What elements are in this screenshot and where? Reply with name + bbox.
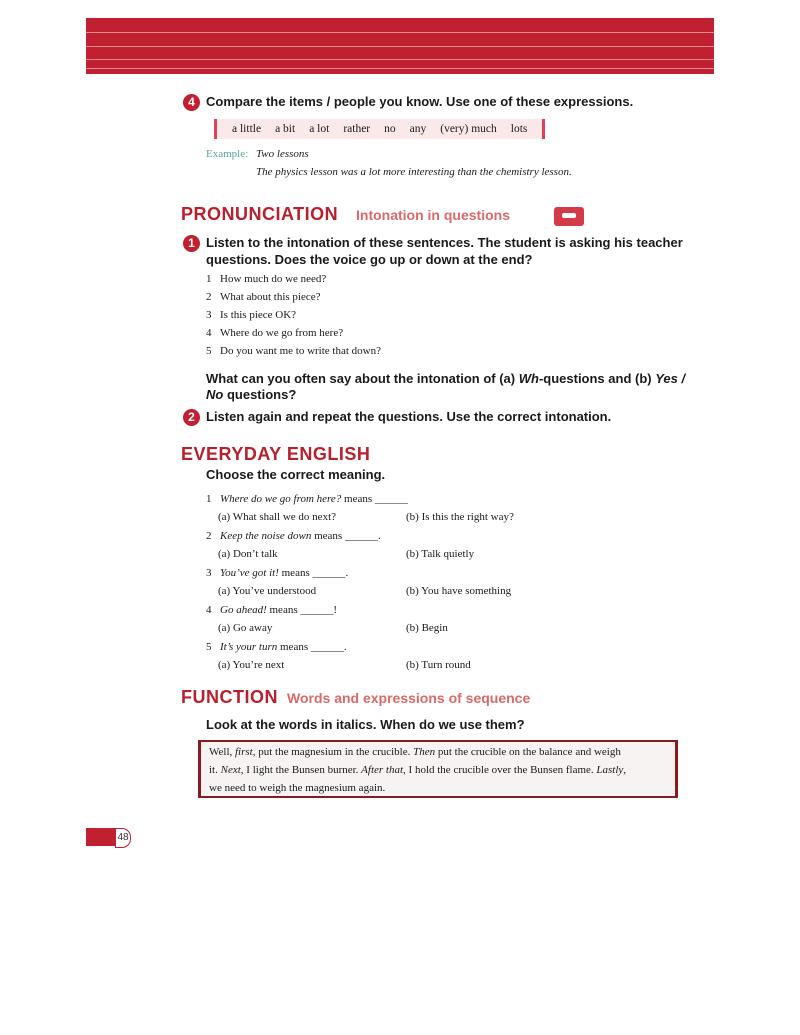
audio-cd-icon[interactable]: [554, 207, 584, 226]
header-stripe: [86, 59, 714, 60]
expression-item: a little: [232, 123, 262, 135]
option-a[interactable]: (a) You’ve understood: [218, 585, 317, 597]
sentence-row: [206, 273, 326, 285]
header-band: [86, 18, 714, 74]
option-b[interactable]: (b) Is this the right way?: [406, 511, 514, 523]
option-b[interactable]: (b) Turn round: [406, 659, 471, 671]
function-box-bottom-border: [201, 796, 675, 798]
sentence-number: 3: [206, 309, 212, 321]
header-stripe: [86, 46, 714, 47]
function-text-box: [198, 740, 678, 798]
option-b[interactable]: (b) Begin: [406, 622, 448, 634]
sentence-number: 2: [206, 291, 212, 303]
function-text-line: [209, 782, 385, 794]
intonation-question-text: questions?: [223, 387, 297, 402]
function-text-line: [209, 764, 626, 776]
exercise-4-heading: [183, 94, 633, 111]
everyday-item: [206, 493, 408, 505]
sentence-text: Do you want me to write that down?: [220, 345, 381, 357]
everyday-item-number: 2: [206, 530, 212, 542]
sentence-row: [206, 327, 343, 339]
everyday-item-number: 5: [206, 641, 212, 653]
everyday-english-title: EVERYDAY ENGLISH: [181, 444, 371, 464]
example-label: Example:: [206, 148, 249, 160]
expression-list: [217, 119, 542, 139]
pronunciation-title: PRONUNCIATION: [181, 204, 339, 224]
everyday-item-number: 4: [206, 604, 212, 616]
page-number-tab: [86, 828, 116, 846]
expression-item: any: [409, 123, 427, 135]
function-text-segment: ,: [623, 764, 627, 776]
exercise-number-badge: 4: [183, 94, 200, 111]
everyday-item-phrase: Where do we go from here?: [220, 493, 342, 505]
sequence-word: first: [235, 746, 253, 758]
sentence-number: 1: [206, 273, 212, 285]
everyday-item: [206, 641, 347, 653]
everyday-english-instruction: Choose the correct meaning.: [206, 467, 386, 482]
example-prompt: Two lessons: [256, 148, 309, 160]
everyday-item: [206, 604, 337, 616]
everyday-item-means: means ______: [341, 493, 408, 505]
intonation-question-yes: Yes /: [655, 371, 686, 386]
intonation-question-text: What can you often say about the intonation of (a): [206, 371, 519, 386]
function-text-segment: , I light the Bunsen burner.: [240, 764, 362, 776]
page-number: 48: [115, 828, 131, 848]
sentence-row: [206, 345, 381, 357]
everyday-item-phrase: It’s your turn: [220, 641, 278, 653]
pronunciation-ex1-line2: questions. Does the voice go up or down at the end?: [206, 252, 533, 268]
pronunciation-ex2-heading: [183, 409, 611, 426]
sentence-row: [206, 309, 296, 321]
intonation-question-no: No: [206, 387, 224, 402]
option-b[interactable]: (b) Talk quietly: [406, 548, 475, 560]
example-sentence: The physics lesson was a lot more interesting than the chemistry lesson.: [256, 166, 572, 178]
everyday-item: [206, 530, 381, 542]
expression-item: lots: [510, 123, 528, 135]
pronunciation-subtitle: Intonation in questions: [356, 207, 510, 223]
function-text-segment: Well,: [209, 746, 235, 758]
everyday-item-phrase: You’ve got it!: [220, 567, 279, 579]
sequence-word: Next: [220, 764, 241, 776]
function-text-segment: we need to weigh the magnesium again.: [209, 782, 386, 794]
function-subtitle: Words and expressions of sequence: [287, 690, 531, 706]
sequence-word: Then: [413, 746, 436, 758]
function-instruction: Look at the words in italics. When do we use them?: [206, 717, 525, 732]
option-a[interactable]: (a) Don’t talk: [218, 548, 278, 560]
intonation-question: [206, 371, 685, 403]
intonation-question-text: -questions and (b): [538, 371, 656, 386]
everyday-item-means: means ______.: [311, 530, 381, 542]
function-text-line: [209, 746, 621, 758]
sentence-text: Where do we go from here?: [220, 327, 344, 339]
function-text-segment: it.: [209, 764, 221, 776]
sequence-word: After that: [361, 764, 404, 776]
sentence-row: [206, 291, 321, 303]
expression-box: [214, 118, 545, 140]
everyday-item-means: means ______.: [278, 567, 349, 579]
header-stripe: [86, 68, 714, 69]
function-text-segment: put the crucible on the balance and weigh: [435, 746, 621, 758]
option-a[interactable]: (a) What shall we do next?: [218, 511, 337, 523]
exercise-number-badge: 2: [183, 409, 200, 426]
pronunciation-ex1-heading: [183, 235, 683, 268]
sentence-text: Is this piece OK?: [220, 309, 297, 321]
pronunciation-ex2-instruction: Listen again and repeat the questions. Use the correct intonation.: [206, 409, 612, 424]
pronunciation-ex1-line1: Listen to the intonation of these sentences. The student is asking his teacher: [206, 235, 683, 250]
everyday-item-phrase: Keep the noise down: [220, 530, 312, 542]
option-a[interactable]: (a) Go away: [218, 622, 273, 634]
function-text-segment: , put the magnesium in the crucible.: [252, 746, 414, 758]
sequence-word: Lastly: [596, 764, 624, 776]
header-stripe: [86, 32, 714, 33]
function-text-segment: , I hold the crucible over the Bunsen flame.: [403, 764, 597, 776]
everyday-item-number: 3: [206, 567, 212, 579]
exercise-4-instruction: Compare the items / people you know. Use one of these expressions.: [206, 94, 634, 109]
expression-item: (very) much: [440, 123, 497, 135]
everyday-item: [206, 567, 348, 579]
everyday-item-phrase: Go ahead!: [220, 604, 267, 616]
sentence-text: What about this piece?: [220, 291, 321, 303]
everyday-item-means: means ______!: [266, 604, 338, 616]
audio-cd-icon-slot: [562, 213, 576, 218]
expression-item: a bit: [275, 123, 296, 135]
expression-item: no: [384, 123, 396, 135]
function-box-top-border: [201, 740, 675, 742]
expression-item: a lot: [309, 123, 330, 135]
expression-box-right-bar: [542, 119, 545, 139]
everyday-item-number: 1: [206, 493, 212, 505]
everyday-item-means: means ______.: [277, 641, 347, 653]
expression-item: rather: [343, 123, 371, 135]
sentence-text: How much do we need?: [220, 273, 327, 285]
option-b[interactable]: (b) You have something: [406, 585, 512, 597]
option-a[interactable]: (a) You’re next: [218, 659, 285, 671]
exercise-number-badge: 1: [183, 235, 200, 252]
sentence-number: 5: [206, 345, 212, 357]
function-title: FUNCTION: [181, 687, 278, 707]
intonation-question-wh: Wh: [518, 371, 539, 386]
sentence-number: 4: [206, 327, 212, 339]
